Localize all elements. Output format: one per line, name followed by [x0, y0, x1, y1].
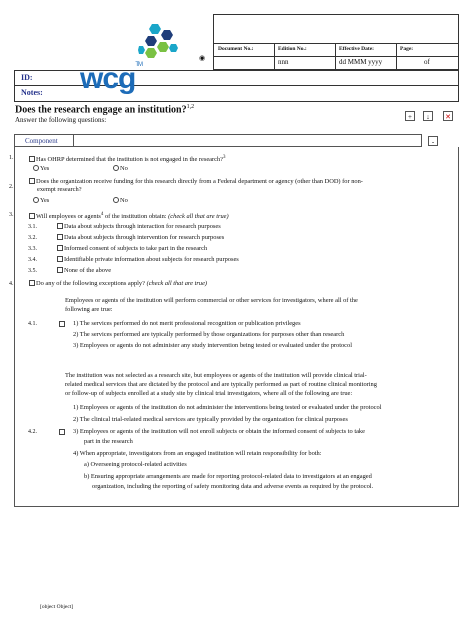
q2-row: [29, 178, 363, 186]
q2-no-label: No: [120, 197, 128, 204]
header-values-row: [214, 55, 458, 69]
q4-number: 4.: [9, 281, 14, 287]
q3-5-option[interactable]: [57, 267, 111, 275]
e41-intro-line2: following are true:: [65, 306, 113, 313]
q3-4-label: Identifiable private information about subjects for research purposes: [64, 256, 239, 263]
edition-no-value: nnn: [278, 58, 289, 66]
q2-text-line2: exempt research?: [37, 186, 82, 193]
q1-footnote: 3: [223, 155, 226, 160]
q1-no-option[interactable]: [113, 165, 128, 173]
q3-number: 3.: [9, 212, 14, 218]
page-value: of: [424, 58, 430, 66]
q2-text-line1: Does the organization receive funding for this research directly from a Federal department or agency (other than DOD) for non-: [36, 178, 363, 185]
q2-checkbox[interactable]: [29, 178, 35, 184]
q1-text: Has OHRP determined that the institution is not engaged in the research?: [36, 156, 223, 164]
logo-tm: TM: [135, 62, 143, 68]
q3-checkbox[interactable]: [29, 213, 35, 219]
add-button[interactable]: +: [405, 111, 415, 121]
q3-2-number: 3.2.: [28, 235, 37, 241]
footer-text: [object Object]: [40, 604, 74, 610]
q3-1-number: 3.1.: [28, 224, 37, 230]
e42-intro-line3: or follow-up of subjects enrolled at a study site by clinical trial investigators, where all of the following are true:: [65, 390, 353, 397]
component-bar[interactable]: [14, 134, 422, 147]
page-title: [15, 104, 194, 115]
effective-date-value: dd MMM yyyy: [339, 58, 383, 66]
q3-4-checkbox[interactable]: [57, 256, 63, 262]
e41-checkbox[interactable]: [59, 321, 65, 327]
e41-item-2: 2) The services performed are typically performed by those organizations for purposes other than research: [73, 331, 345, 338]
q3-3-number: 3.3.: [28, 246, 37, 252]
e42-intro-line2: related medical services that are dictated by the protocol and are typically performed as part of routine clinical monitoring: [65, 381, 377, 388]
q1-checkbox[interactable]: [29, 156, 35, 162]
q3-5-checkbox[interactable]: [57, 267, 63, 273]
q4-text: Do any of the following exceptions apply?: [36, 280, 147, 287]
e42-number: 4.2.: [28, 429, 37, 435]
q4-instruction: (check all that are true): [146, 280, 208, 287]
q2-no-radio[interactable]: [113, 197, 119, 203]
close-button[interactable]: ✕: [443, 111, 453, 121]
q3-2-option[interactable]: [57, 234, 224, 242]
q2-yes-radio[interactable]: [33, 197, 39, 203]
e41-number: 4.1.: [28, 321, 37, 327]
q3-4-option[interactable]: [57, 256, 239, 264]
document-no-label: Document No.:: [218, 46, 254, 52]
edition-no-label: Edition No.:: [278, 46, 307, 52]
q3-5-label: None of the above: [64, 267, 112, 274]
q3-footnote: 4: [100, 212, 104, 217]
logo-wordmark: wcg: [80, 62, 136, 95]
q1-no-label: No: [120, 165, 128, 172]
page-subtitle: Answer the following questions:: [15, 116, 107, 124]
q1-yes-option[interactable]: [33, 165, 49, 173]
logo-hexagon-mark: [138, 22, 182, 62]
q4-checkbox[interactable]: [29, 280, 35, 286]
q2-yes-option[interactable]: [33, 197, 49, 205]
page-label: Page:: [400, 46, 414, 52]
e41-item-1: 1) The services performed do not merit professional recognition or publication privileges: [73, 320, 301, 327]
e42-item-3: 3) Employees or agents of the institution will not enroll subjects or obtain the informed consent of subjects to take: [73, 428, 365, 435]
collapse-button[interactable]: -: [428, 136, 438, 146]
q3-text-after: of the institution obtain:: [103, 213, 169, 221]
q1-yes-label: Yes: [40, 165, 50, 172]
q1-number: 1.: [9, 155, 14, 161]
e42-intro-line1: The institution was not selected as a research site, but employees or agents of the institution will provide clinical trial-: [65, 372, 367, 379]
q2-yes-label: Yes: [40, 197, 50, 204]
q1-row: [29, 154, 226, 164]
q4-row: [29, 280, 207, 288]
q3-1-label: Data about subjects through interaction for research purposes: [64, 223, 221, 230]
title-footnote: 1,2: [186, 104, 195, 110]
title-text: Does the research engage an institution?: [15, 104, 187, 116]
e42-item-3-cont: part in the research: [84, 438, 133, 445]
q3-2-label: Data about subjects through intervention for research purposes: [64, 234, 225, 241]
q3-3-label: Informed consent of subjects to take part in the research: [64, 245, 208, 252]
e42-item-4b: b) Ensuring appropriate arrangements are made for reporting protocol-related data to investigators at an engaged: [84, 473, 372, 480]
q3-2-checkbox[interactable]: [57, 234, 63, 240]
document-header-table: [213, 14, 459, 70]
e41-intro-line1: Employees or agents of the institution will perform commercial or other services for investigators, where all of the: [65, 297, 358, 304]
q1-no-radio[interactable]: [113, 165, 119, 171]
notes-label: Notes:: [21, 88, 43, 97]
q3-3-option[interactable]: [57, 245, 207, 253]
e42-item-1: 1) Employees or agents of the institution do not administer the interventions being tested or evaluated under the protocol: [73, 404, 382, 411]
e42-item-2: 2) The clinical trial-related medical services are typically provided by the organization for clinical purposes: [73, 416, 348, 423]
id-label: ID:: [21, 73, 33, 82]
q3-text: Will employees or agents: [36, 213, 101, 221]
q3-instruction: (check all that are true): [168, 213, 229, 221]
q3-1-checkbox[interactable]: [57, 223, 63, 229]
q2-number: 2.: [9, 184, 14, 190]
e42-item-4b-cont: organization, including the reporting of safety monitoring data and adverse events as required by the protocol.: [92, 483, 374, 490]
q3-4-number: 3.4.: [28, 257, 37, 263]
e41-item-3: 3) Employees or agents do not administer any study intervention being tested or evaluated under the protocol: [73, 342, 352, 349]
e42-item-4a: a) Overseeing protocol-related activities: [84, 461, 187, 468]
q2-no-option[interactable]: [113, 197, 128, 205]
q3-1-option[interactable]: [57, 223, 221, 231]
q1-yes-radio[interactable]: [33, 165, 39, 171]
move-down-button[interactable]: ↓: [423, 111, 433, 121]
e42-checkbox[interactable]: [59, 429, 65, 435]
q3-row: [29, 211, 229, 221]
lock-icon: ◉: [199, 54, 206, 62]
q3-3-checkbox[interactable]: [57, 245, 63, 251]
q3-5-number: 3.5.: [28, 268, 37, 274]
component-label: Component: [25, 137, 58, 145]
wcg-logo: [80, 62, 142, 96]
e42-item-4: 4) When appropriate, investigators from an engaged institution will retain responsibility for both:: [73, 450, 322, 457]
effective-date-label: Effective Date:: [339, 46, 374, 52]
